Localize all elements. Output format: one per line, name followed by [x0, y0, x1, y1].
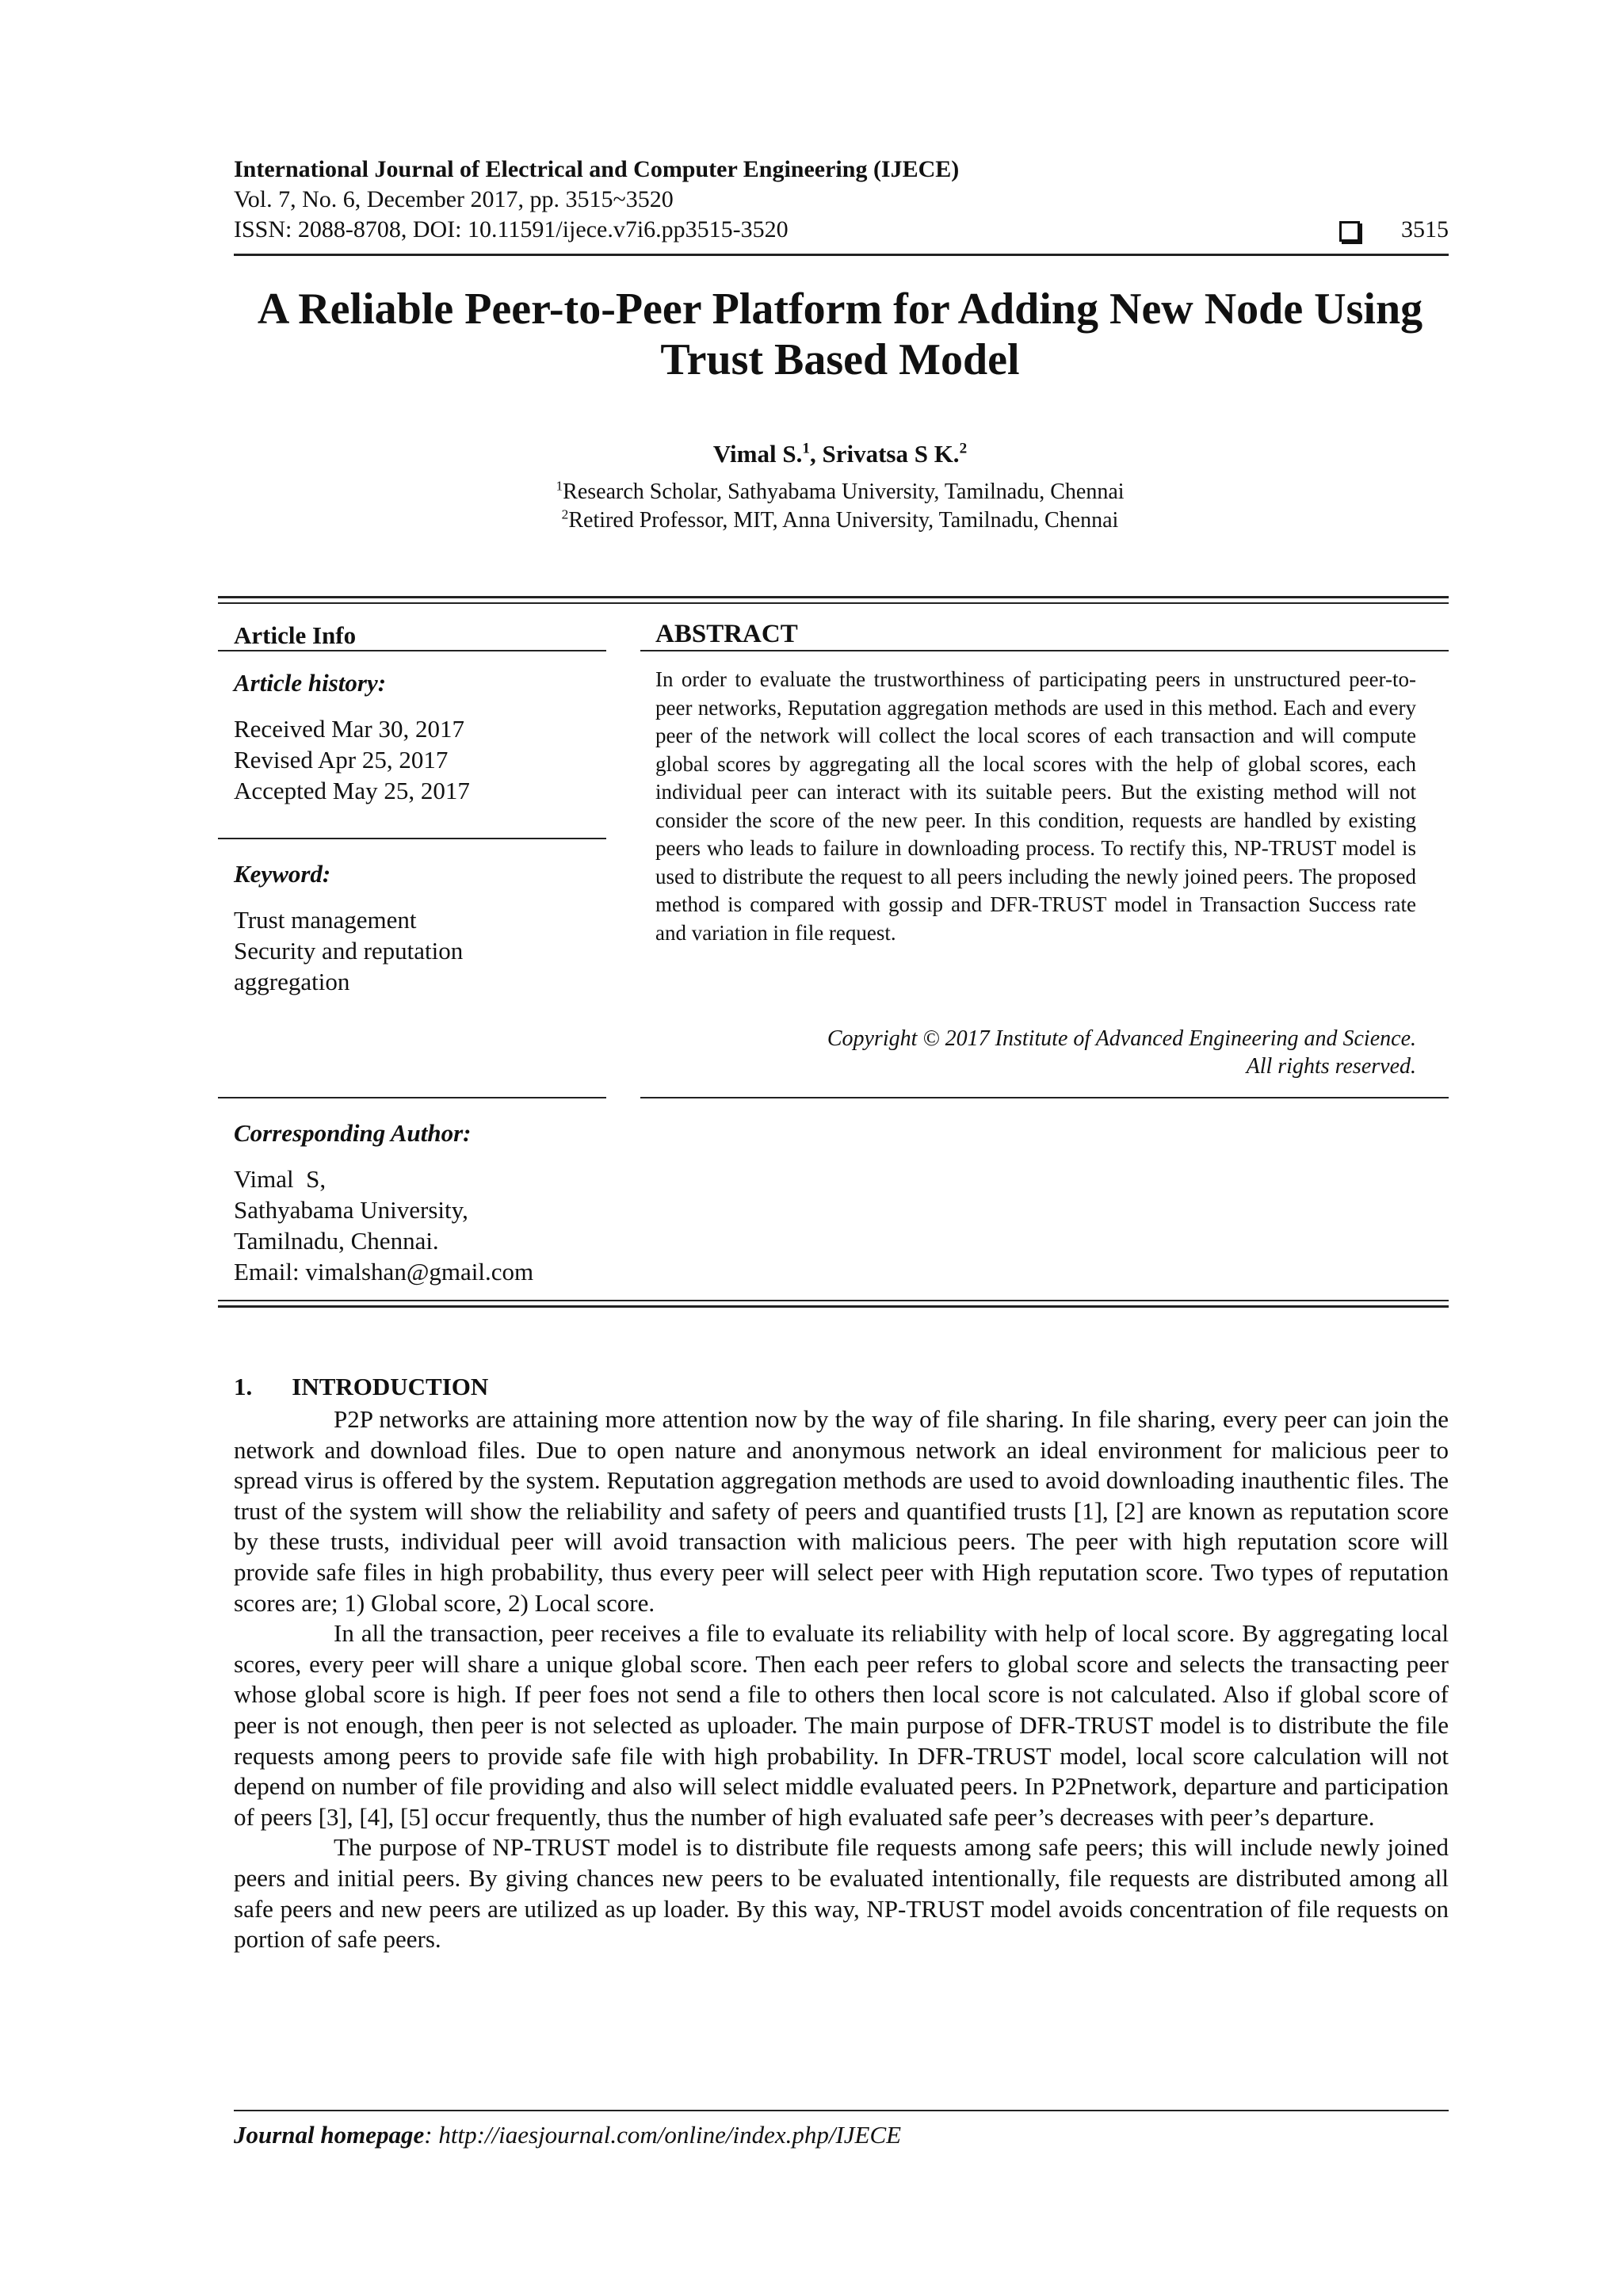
keyword-label: Keyword:: [234, 860, 331, 888]
history-divider: [218, 838, 606, 839]
author-1: Vimal S.: [712, 440, 803, 468]
copyright-line: Copyright © 2017 Institute of Advanced Engineering and Science.: [827, 1026, 1416, 1051]
author-separator: ,: [809, 440, 823, 468]
info-box-top-rule-inner: [218, 602, 1449, 604]
title-line-1: A Reliable Peer-to-Peer Platform for Adding New Node Using: [257, 285, 1423, 334]
intro-paragraph-3: The purpose of NP-TRUST model is to distribute file requests among safe peers; this will include newly joined peers and initial peers. By giving chances new peers to be evaluated intentionally, file requests are distributed among all safe peers and new peers are utilized as up loader. By this way, NP-TRUST model avoids concentration of file requests on portion of safe peers.: [234, 1833, 1449, 1954]
affil-2-sup: 2: [561, 506, 569, 522]
header-rule: [234, 254, 1449, 256]
checkbox-square-icon: [1339, 221, 1360, 242]
copyright: [655, 1025, 1416, 1080]
corresponding-name: Vimal S,: [234, 1165, 327, 1193]
abstract-text: In order to evaluate the trustworthiness of participating peers in unstructured peer-to-peer networks, Reputation aggregation methods are used in this method. Each and every peer of the network will collect the local scores of each transaction and will compute global scores by aggregating all the local scores with the help of global scores, each individual peer can interact with its suitable peers. But the existing method will not consider the score of the new peer. In this condition, requests are handled by existing peers who leads to failure in downloading process. To rectify this, NP-TRUST model is used to distribute the request to all peers including the newly joined peers. The proposed method is compared with gossip and DFR-TRUST model in Transaction Success rate and variation in file request.: [655, 667, 1416, 945]
intro-paragraph-2: In all the transaction, peer receives a file to evaluate its reliability with help of local score. By aggregating local scores, every peer will share a unique global score. Then each peer refers to global score and selects the transacting peer whose global score is high. If peer foes not send a file to others then local score is not calculated. Also if global score of peer is not enough, then peer is not selected as uploader. The main purpose of DFR-TRUST model is to distribute the file requests among peers to provide safe file with high probability. In DFR-TRUST model, local score calculation will not depend on number of file providing and also will select middle evaluated peers. In P2Pnetwork, departure and participation of peers [3], [4], [5] occur frequently, thus the number of high evaluated safe peer’s decreases with peer’s departure.: [234, 1619, 1449, 1831]
rights-line: All rights reserved.: [1246, 1054, 1416, 1079]
info-box-top-rule: [218, 596, 1449, 598]
keyword-3: aggregation: [234, 968, 350, 995]
author-2-sup: 2: [959, 440, 968, 457]
volume-line: Vol. 7, No. 6, December 2017, pp. 3515~3520: [234, 186, 674, 212]
corresponding-university: Sathyabama University,: [234, 1196, 468, 1224]
authors: [285, 440, 1395, 468]
affil-1-sup: 1: [556, 478, 563, 494]
article-info-rule: [218, 650, 606, 651]
info-box-bottom-rule-inner: [218, 1300, 1449, 1301]
paper-title: [206, 284, 1474, 385]
issn-line: [234, 216, 1449, 244]
homepage-url[interactable]: : http://iaesjournal.com/online/index.php/IJECE: [424, 2121, 902, 2149]
intro-body: [234, 1404, 1449, 1955]
corresponding-location: Tamilnadu, Chennai.: [234, 1227, 439, 1255]
corresponding-author-label: Corresponding Author:: [234, 1119, 472, 1147]
intro-title: INTRODUCTION: [292, 1373, 489, 1400]
affil-1-text: Research Scholar, Sathyabama University, Tamilnadu, Chennai: [563, 479, 1125, 504]
received-date: Received Mar 30, 2017: [234, 715, 464, 743]
affil-2-text: Retired Professor, MIT, Anna University, Tamilnadu, Chennai: [568, 508, 1119, 533]
article-history-label: Article history:: [234, 669, 387, 697]
intro-number: 1.: [234, 1373, 253, 1400]
footer-rule: [234, 2110, 1449, 2111]
abstract-rule: [640, 650, 1449, 651]
article-info-heading: Article Info: [234, 621, 357, 649]
homepage-label: Journal homepage: [234, 2121, 425, 2149]
info-mid-rule: [218, 1097, 606, 1098]
page-number: 3515: [1401, 216, 1449, 243]
author-1-sup: 1: [802, 440, 810, 457]
intro-heading: [234, 1373, 488, 1401]
affiliation-1: [285, 479, 1395, 506]
abstract-heading: ABSTRACT: [655, 620, 798, 648]
affiliation-2: [285, 507, 1395, 534]
info-box-bottom-rule: [218, 1305, 1449, 1308]
revised-date: Revised Apr 25, 2017: [234, 746, 449, 774]
issn-doi: ISSN: 2088-8708, DOI: 10.11591/ijece.v7i6.pp3515-3520: [234, 216, 789, 243]
journal-homepage: [234, 2121, 1449, 2149]
accepted-date: Accepted May 25, 2017: [234, 777, 470, 804]
abstract-bottom-rule: [640, 1097, 1449, 1098]
journal-name: International Journal of Electrical and Computer Engineering (IJECE): [234, 156, 960, 182]
corresponding-email: Email: vimalshan@gmail.com: [234, 1258, 534, 1286]
page-number-group: [1339, 216, 1449, 244]
keyword-2: Security and reputation: [234, 937, 464, 965]
intro-paragraph-1: P2P networks are attaining more attention now by the way of file sharing. In file sharing, every peer can join the network and download files. Due to open nature and anonymous network an ideal environment for malicious peer to spread virus is offered by the system. Reputation aggregation methods are used to avoid downloading inauthentic files. The trust of the system will show the reliability and safety of peers and quantified trusts [1], [2] are known as reputation score by these trusts, individual peer will avoid transaction with malicious peers. The peer with high reputation score will provide safe files in high probability, thus every peer will select peer with High reputation score. Two types of reputation scores are; 1) Global score, 2) Local score.: [234, 1405, 1449, 1617]
keyword-1: Trust management: [234, 906, 417, 934]
author-2: Srivatsa S K.: [822, 440, 960, 468]
title-line-2: Trust Based Model: [660, 335, 1020, 384]
